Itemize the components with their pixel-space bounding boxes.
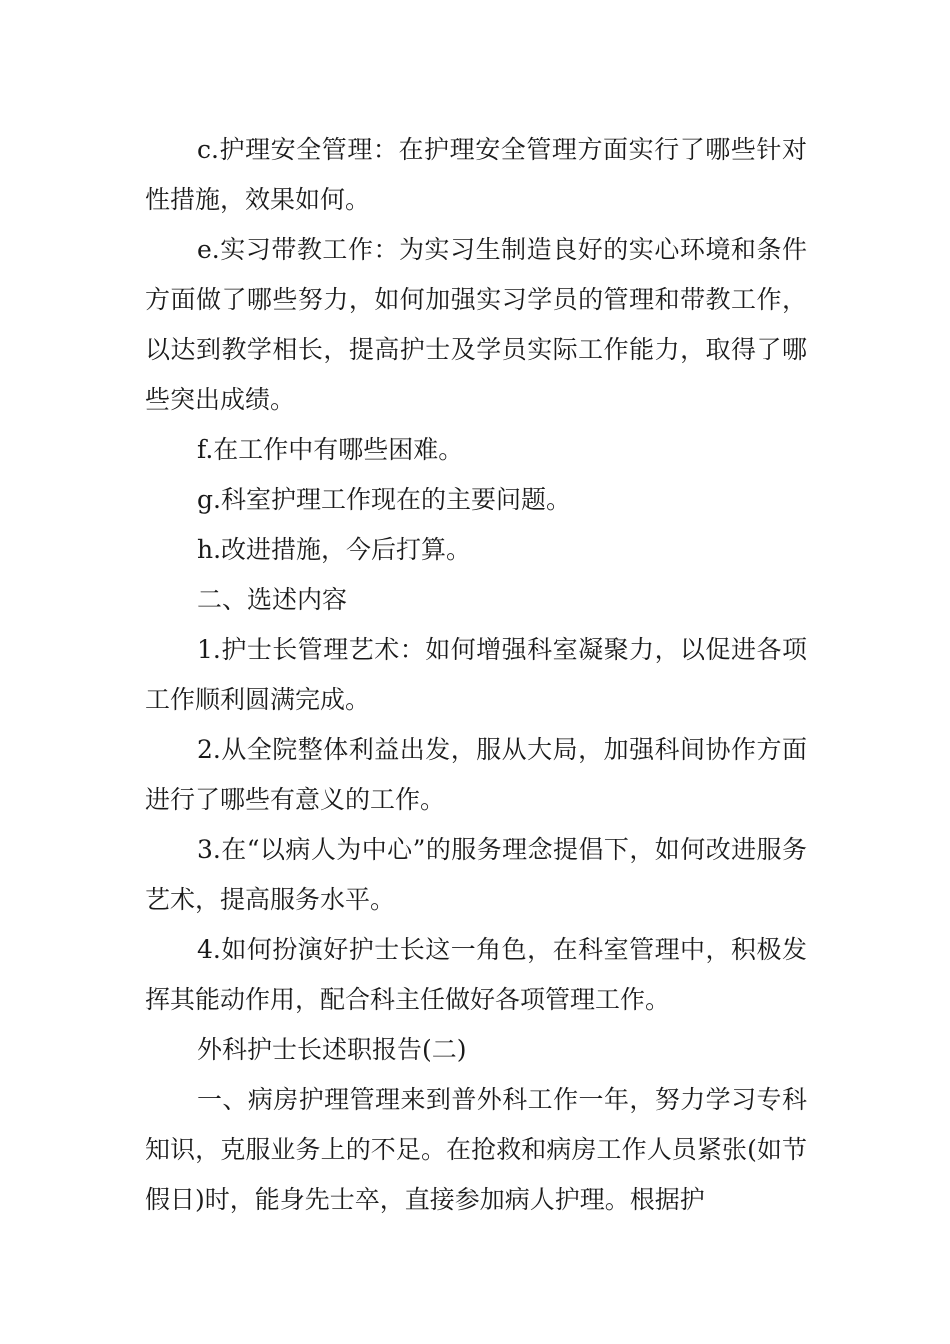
paragraph-ward-management: 一、病房护理管理来到普外科工作一年，努力学习专科知识，克服业务上的不足。在抢救和病房工作人员紧张(如节假日)时，能身先士卒，直接参加病人护理。根据护 — [145, 1085, 807, 1214]
paragraph-item-1: 1.护士长管理艺术：如何增强科室凝聚力，以促进各项工作顺利圆满完成。 — [145, 635, 807, 714]
report-title-2: 外科护士长述职报告(二) — [197, 1035, 467, 1064]
paragraph-difficulties: f.在工作中有哪些困难。 — [197, 435, 464, 464]
paragraph-main-problems: g.科室护理工作现在的主要问题。 — [197, 485, 571, 514]
document-page — [145, 125, 807, 1225]
paragraph-item-2: 2.从全院整体利益出发，服从大局，加强科间协作方面进行了哪些有意义的工作。 — [145, 735, 807, 814]
section-heading-optional-content: 二、选述内容 — [197, 585, 348, 614]
paragraph-item-3: 3.在“以病人为中心”的服务理念提倡下，如何改进服务艺术，提高服务水平。 — [145, 835, 807, 914]
paragraph-improvements: h.改进措施，今后打算。 — [197, 535, 472, 564]
paragraph-safety-management: c.护理安全管理：在护理安全管理方面实行了哪些针对性措施，效果如何。 — [145, 135, 807, 214]
paragraph-internship-teaching: e.实习带教工作：为实习生制造良好的实心环境和条件方面做了哪些努力，如何加强实习学员的管理和带教工作，以达到教学相长，提高护士及学员实际工作能力，取得了哪些突出成绩。 — [145, 235, 807, 414]
paragraph-item-4: 4.如何扮演好护士长这一角色，在科室管理中，积极发挥其能动作用，配合科主任做好各项管理工作。 — [145, 935, 807, 1014]
